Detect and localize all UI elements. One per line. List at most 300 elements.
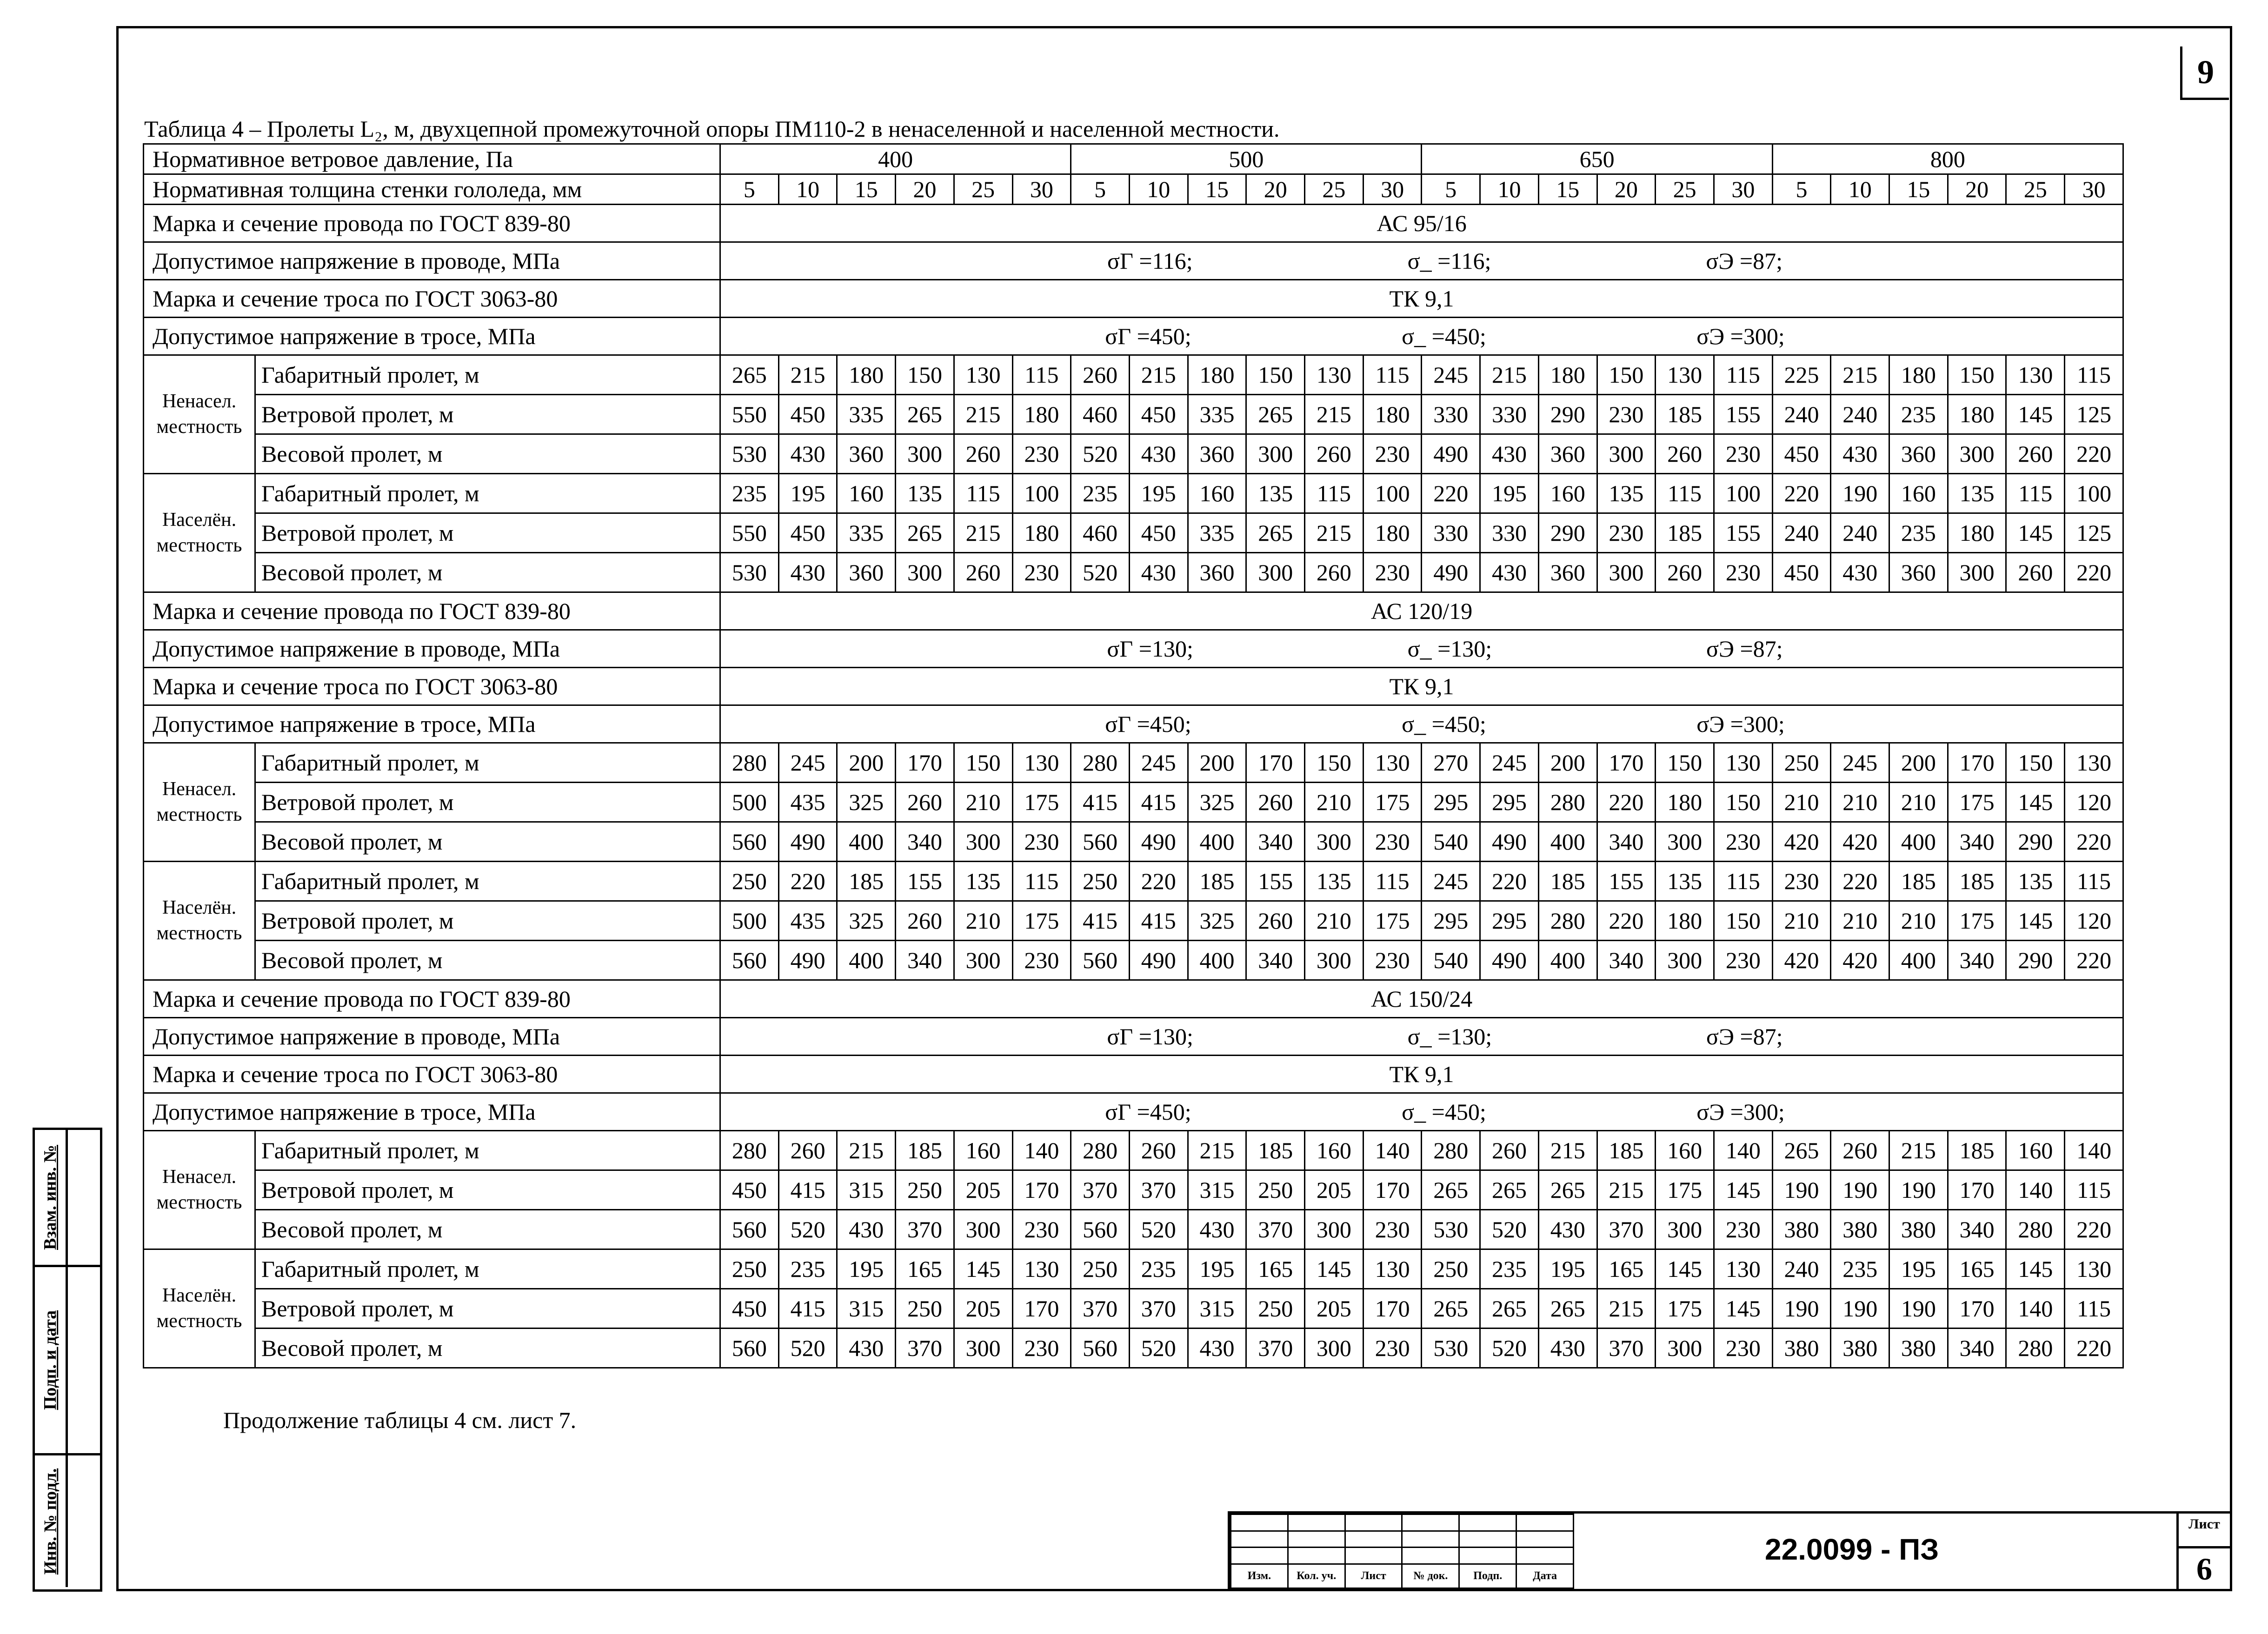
span-value: 230: [1714, 1210, 1772, 1249]
wire-mark-value: АС 150/24: [720, 980, 2123, 1018]
span-value: 260: [896, 901, 954, 941]
wind-pressure-label: Нормативное ветровое давление, Па: [144, 144, 720, 174]
span-value: 250: [1772, 743, 1831, 783]
span-value: 230: [1363, 1328, 1422, 1368]
span-value: 315: [837, 1170, 896, 1210]
span-value: 490: [1129, 822, 1188, 862]
span-value: 490: [1480, 822, 1539, 862]
span-value: 185: [1889, 862, 1948, 901]
span-value: 145: [2006, 513, 2065, 553]
span-value: 435: [778, 783, 837, 822]
span-value: 230: [1012, 434, 1071, 474]
span-value: 260: [1305, 434, 1363, 474]
span-value: 220: [1772, 474, 1831, 513]
span-value: 200: [837, 743, 896, 783]
span-value: 185: [1188, 862, 1246, 901]
span-value: 170: [1948, 1170, 2006, 1210]
span-value: 300: [954, 941, 1012, 980]
span-value: 265: [1480, 1170, 1539, 1210]
span-wind-label: Ветровой пролет, м: [255, 1170, 720, 1210]
span-value: 210: [1305, 783, 1363, 822]
span-value: 230: [1012, 822, 1071, 862]
span-value: 140: [2065, 1131, 2123, 1170]
span-value: 200: [1538, 743, 1597, 783]
span-value: 300: [1305, 941, 1363, 980]
table-row: [144, 980, 2123, 1018]
span-value: 210: [1831, 783, 1889, 822]
span-value: 435: [778, 901, 837, 941]
span-value: 130: [1714, 743, 1772, 783]
span-value: 130: [1656, 355, 1714, 395]
span-value: 260: [778, 1131, 837, 1170]
span-value: 230: [1363, 941, 1422, 980]
span-value: 235: [778, 1249, 837, 1289]
span-value: 560: [720, 822, 779, 862]
span-value: 210: [954, 783, 1012, 822]
span-value: 520: [778, 1210, 837, 1249]
span-value: 195: [837, 1249, 896, 1289]
span-value: 400: [1188, 941, 1246, 980]
span-value: 490: [1422, 553, 1480, 592]
span-value: 245: [778, 743, 837, 783]
span-value: 130: [1012, 1249, 1071, 1289]
stress-value: σЭ =300;: [1696, 323, 1785, 349]
cable-mark-label: Марка и сечение троса по ГОСТ 3063-80: [144, 1056, 720, 1093]
page-corner-number: 9: [2180, 46, 2229, 100]
cable-mark-value: ТК 9,1: [720, 280, 2123, 318]
table-row: [144, 144, 2123, 174]
stress-value: σГ =130;: [1107, 636, 1193, 662]
span-value: 250: [1246, 1170, 1305, 1210]
span-value: 140: [1012, 1131, 1071, 1170]
wind-pressure-value: 400: [720, 144, 1071, 174]
span-value: 290: [1538, 395, 1597, 434]
span-value: 185: [1656, 513, 1714, 553]
span-value: 415: [778, 1170, 837, 1210]
span-value: 195: [1889, 1249, 1948, 1289]
spans-table: [143, 143, 2124, 1368]
span-value: 260: [1305, 553, 1363, 592]
span-value: 230: [1714, 434, 1772, 474]
table-row: [144, 434, 2123, 474]
side-stamp-bottom-label: Инв. № подл.: [40, 1468, 60, 1574]
span-value: 115: [1012, 355, 1071, 395]
span-value: 115: [2065, 1289, 2123, 1328]
span-value: 180: [1889, 355, 1948, 395]
span-value: 520: [1129, 1210, 1188, 1249]
span-value: 370: [1071, 1289, 1130, 1328]
span-value: 220: [1422, 474, 1480, 513]
ice-thickness-value: 20: [896, 174, 954, 205]
span-value: 300: [1597, 553, 1656, 592]
stress-value: σ_ =116;: [1407, 248, 1491, 274]
span-value: 315: [1188, 1170, 1246, 1210]
span-value: 300: [954, 1210, 1012, 1249]
span-value: 430: [837, 1210, 896, 1249]
span-value: 295: [1422, 901, 1480, 941]
span-value: 160: [954, 1131, 1012, 1170]
span-value: 210: [1305, 901, 1363, 941]
cable-mark-label: Марка и сечение троса по ГОСТ 3063-80: [144, 668, 720, 705]
span-value: 490: [778, 941, 837, 980]
span-value: 165: [1246, 1249, 1305, 1289]
span-value: 100: [2065, 474, 2123, 513]
wire-stress-label: Допустимое напряжение в проводе, МПа: [144, 1018, 720, 1056]
span-value: 180: [1656, 901, 1714, 941]
span-value: 280: [1071, 743, 1130, 783]
stress-values: [720, 242, 2123, 280]
span-value: 265: [896, 513, 954, 553]
stress-values-group: [721, 712, 2122, 736]
span-value: 195: [1538, 1249, 1597, 1289]
stress-values-group: [721, 637, 2122, 660]
table-row: [144, 1210, 2123, 1249]
span-value: 190: [1831, 474, 1889, 513]
span-value: 170: [1948, 743, 2006, 783]
span-value: 370: [896, 1210, 954, 1249]
span-value: 155: [1597, 862, 1656, 901]
span-value: 560: [1071, 1328, 1130, 1368]
span-value: 450: [1129, 513, 1188, 553]
span-value: 210: [1772, 783, 1831, 822]
ice-thickness-value: 5: [1071, 174, 1130, 205]
span-value: 540: [1422, 822, 1480, 862]
span-value: 215: [954, 395, 1012, 434]
table-row: [144, 941, 2123, 980]
table-row: [144, 1328, 2123, 1368]
table-row: [144, 1249, 2123, 1289]
span-value: 150: [1656, 743, 1714, 783]
span-value: 190: [1831, 1289, 1889, 1328]
span-value: 145: [2006, 1249, 2065, 1289]
span-value: 100: [1363, 474, 1422, 513]
span-value: 400: [1538, 941, 1597, 980]
span-value: 175: [1948, 783, 2006, 822]
span-value: 220: [1597, 783, 1656, 822]
span-value: 560: [720, 1328, 779, 1368]
span-value: 230: [1012, 1328, 1071, 1368]
stress-value: σ_ =450;: [1402, 711, 1486, 737]
span-value: 220: [1480, 862, 1539, 901]
span-value: 215: [1597, 1289, 1656, 1328]
span-value: 415: [1071, 901, 1130, 941]
span-value: 300: [1246, 553, 1305, 592]
span-value: 150: [1305, 743, 1363, 783]
span-value: 260: [1480, 1131, 1539, 1170]
cable-mark-label: Марка и сечение троса по ГОСТ 3063-80: [144, 280, 720, 318]
span-value: 220: [2065, 434, 2123, 474]
span-gabarit-label: Габаритный пролет, м: [255, 1249, 720, 1289]
table-row: [144, 822, 2123, 862]
table-row: [144, 592, 2123, 630]
span-value: 360: [1188, 434, 1246, 474]
span-wind-label: Ветровой пролет, м: [255, 395, 720, 434]
span-value: 260: [1656, 553, 1714, 592]
span-gabarit-label: Габаритный пролет, м: [255, 355, 720, 395]
span-value: 155: [1714, 513, 1772, 553]
stress-values-group: [721, 249, 2122, 272]
span-value: 135: [1305, 862, 1363, 901]
span-value: 230: [1597, 395, 1656, 434]
span-value: 540: [1422, 941, 1480, 980]
span-value: 230: [1714, 1328, 1772, 1368]
cable-mark-value: ТК 9,1: [720, 668, 2123, 705]
ice-thickness-value: 10: [1129, 174, 1188, 205]
span-value: 370: [1246, 1210, 1305, 1249]
span-value: 140: [2006, 1170, 2065, 1210]
stress-value: σЭ =300;: [1696, 711, 1785, 737]
span-value: 220: [778, 862, 837, 901]
span-value: 490: [1480, 941, 1539, 980]
wire-mark-value: АС 120/19: [720, 592, 2123, 630]
span-value: 235: [1129, 1249, 1188, 1289]
span-value: 330: [1422, 513, 1480, 553]
stress-value: σЭ =87;: [1706, 636, 1783, 662]
span-value: 160: [2006, 1131, 2065, 1170]
span-value: 490: [1129, 941, 1188, 980]
span-value: 300: [896, 553, 954, 592]
span-value: 380: [1889, 1210, 1948, 1249]
ice-thickness-value: 15: [1889, 174, 1948, 205]
span-gabarit-label: Габаритный пролет, м: [255, 743, 720, 783]
span-value: 260: [954, 434, 1012, 474]
span-value: 180: [1012, 395, 1071, 434]
span-value: 130: [1012, 743, 1071, 783]
populated-area-label: Населён. местность: [144, 862, 255, 980]
span-value: 340: [1948, 941, 2006, 980]
span-value: 175: [1363, 783, 1422, 822]
stress-value: σЭ =300;: [1696, 1099, 1785, 1125]
span-value: 265: [1538, 1170, 1597, 1210]
span-value: 135: [1246, 474, 1305, 513]
table-row: [144, 1093, 2123, 1131]
wire-mark-label: Марка и сечение провода по ГОСТ 839-80: [144, 980, 720, 1018]
ice-thickness-value: 25: [1656, 174, 1714, 205]
span-value: 400: [1538, 822, 1597, 862]
span-value: 400: [837, 822, 896, 862]
table-row: [144, 783, 2123, 822]
span-value: 130: [954, 355, 1012, 395]
span-value: 460: [1071, 513, 1130, 553]
span-value: 195: [778, 474, 837, 513]
span-value: 115: [1363, 355, 1422, 395]
wind-pressure-value: 500: [1071, 144, 1422, 174]
table-row: [144, 1289, 2123, 1328]
span-value: 280: [2006, 1328, 2065, 1368]
span-value: 140: [1714, 1131, 1772, 1170]
stress-values: [720, 1093, 2123, 1131]
span-value: 260: [2006, 553, 2065, 592]
span-value: 195: [1129, 474, 1188, 513]
span-value: 120: [2065, 783, 2123, 822]
span-value: 205: [1305, 1289, 1363, 1328]
cable-stress-label: Допустимое напряжение в тросе, МПа: [144, 318, 720, 355]
span-value: 400: [837, 941, 896, 980]
span-value: 160: [1188, 474, 1246, 513]
span-value: 530: [1422, 1328, 1480, 1368]
span-value: 145: [1714, 1289, 1772, 1328]
span-value: 280: [1538, 783, 1597, 822]
span-value: 430: [1831, 434, 1889, 474]
span-value: 210: [1772, 901, 1831, 941]
ice-thickness-value: 15: [1538, 174, 1597, 205]
span-value: 340: [1246, 822, 1305, 862]
span-value: 420: [1831, 941, 1889, 980]
populated-area-label: Населён. местность: [144, 474, 255, 592]
span-value: 150: [1597, 355, 1656, 395]
span-value: 100: [1714, 474, 1772, 513]
span-value: 380: [1831, 1210, 1889, 1249]
span-value: 170: [1597, 743, 1656, 783]
span-value: 235: [1831, 1249, 1889, 1289]
ice-thickness-label: Нормативная толщина стенки гололеда, мм: [144, 174, 720, 205]
table-row: [144, 862, 2123, 901]
span-value: 330: [1422, 395, 1480, 434]
span-value: 230: [1772, 862, 1831, 901]
table-row: [144, 513, 2123, 553]
span-value: 215: [778, 355, 837, 395]
span-value: 145: [1305, 1249, 1363, 1289]
span-value: 260: [1246, 901, 1305, 941]
span-value: 115: [954, 474, 1012, 513]
cable-stress-label: Допустимое напряжение в тросе, МПа: [144, 1093, 720, 1131]
sheet-label: Лист: [2188, 1516, 2220, 1532]
span-value: 245: [1831, 743, 1889, 783]
span-gabarit-label: Габаритный пролет, м: [255, 474, 720, 513]
span-value: 215: [1538, 1131, 1597, 1170]
span-value: 115: [1714, 862, 1772, 901]
span-value: 325: [1188, 783, 1246, 822]
stress-value: σ_ =130;: [1407, 1023, 1492, 1049]
stress-values: [720, 1018, 2123, 1056]
ice-thickness-value: 25: [2006, 174, 2065, 205]
span-value: 560: [720, 1210, 779, 1249]
span-value: 165: [896, 1249, 954, 1289]
span-value: 190: [1772, 1170, 1831, 1210]
span-value: 280: [720, 1131, 779, 1170]
span-value: 115: [2065, 862, 2123, 901]
span-value: 335: [1188, 395, 1246, 434]
ice-thickness-value: 15: [837, 174, 896, 205]
side-stamp-cell: [66, 1130, 102, 1267]
span-value: 195: [1480, 474, 1539, 513]
table-title: Таблица 4 – Пролеты L₂, м, двухцепной промежуточной опоры ПМ110-2 в ненаселенной и населенной местности.: [144, 116, 1280, 142]
wind-pressure-value: 800: [1772, 144, 2123, 174]
span-value: 175: [1948, 901, 2006, 941]
span-value: 280: [1538, 901, 1597, 941]
span-value: 175: [1363, 901, 1422, 941]
span-value: 195: [1188, 1249, 1246, 1289]
span-value: 300: [1656, 941, 1714, 980]
span-value: 230: [1012, 941, 1071, 980]
span-value: 280: [1071, 1131, 1130, 1170]
span-value: 340: [1597, 822, 1656, 862]
span-value: 230: [1363, 822, 1422, 862]
span-value: 135: [896, 474, 954, 513]
span-value: 150: [1246, 355, 1305, 395]
span-value: 450: [1772, 434, 1831, 474]
span-value: 230: [1363, 1210, 1422, 1249]
span-value: 225: [1772, 355, 1831, 395]
document-code: 22.0099 - ПЗ: [1765, 1533, 1939, 1566]
table-row: [144, 318, 2123, 355]
span-value: 265: [1538, 1289, 1597, 1328]
span-value: 220: [1129, 862, 1188, 901]
span-value: 430: [1538, 1328, 1597, 1368]
span-value: 130: [2065, 743, 2123, 783]
stress-value: σ_ =450;: [1402, 1099, 1486, 1125]
span-value: 300: [1305, 1210, 1363, 1249]
span-value: 115: [1363, 862, 1422, 901]
span-value: 235: [1071, 474, 1130, 513]
span-value: 170: [1012, 1170, 1071, 1210]
span-value: 220: [2065, 1210, 2123, 1249]
span-value: 130: [1363, 743, 1422, 783]
span-value: 450: [720, 1289, 779, 1328]
span-value: 215: [1831, 355, 1889, 395]
span-value: 130: [1363, 1249, 1422, 1289]
span-value: 230: [1363, 553, 1422, 592]
stress-value: σГ =450;: [1105, 1099, 1191, 1125]
ice-thickness-value: 15: [1188, 174, 1246, 205]
span-value: 170: [1012, 1289, 1071, 1328]
span-value: 520: [1071, 434, 1130, 474]
stress-values: [720, 705, 2123, 743]
span-value: 450: [778, 513, 837, 553]
span-value: 520: [1480, 1210, 1539, 1249]
span-value: 130: [1714, 1249, 1772, 1289]
span-value: 165: [1597, 1249, 1656, 1289]
span-value: 170: [896, 743, 954, 783]
span-value: 400: [1188, 822, 1246, 862]
span-value: 245: [1422, 355, 1480, 395]
stress-value: σЭ =87;: [1706, 1023, 1783, 1049]
span-weight-label: Весовой пролет, м: [255, 553, 720, 592]
span-value: 250: [1071, 862, 1130, 901]
table-row: [144, 1056, 2123, 1093]
span-value: 500: [720, 783, 779, 822]
span-wind-label: Ветровой пролет, м: [255, 901, 720, 941]
span-value: 185: [1948, 1131, 2006, 1170]
span-value: 150: [1714, 783, 1772, 822]
span-value: 125: [2065, 395, 2123, 434]
span-value: 180: [1538, 355, 1597, 395]
table-row: [144, 553, 2123, 592]
span-value: 430: [1480, 434, 1539, 474]
span-value: 115: [1656, 474, 1714, 513]
side-stamp-inventory: [35, 1455, 66, 1587]
span-value: 360: [1538, 553, 1597, 592]
span-value: 220: [1597, 901, 1656, 941]
span-value: 215: [1305, 395, 1363, 434]
stress-value: σ_ =130;: [1407, 636, 1492, 662]
stress-value: σГ =450;: [1105, 711, 1191, 737]
span-value: 430: [1831, 553, 1889, 592]
span-value: 205: [954, 1289, 1012, 1328]
span-value: 315: [1188, 1289, 1246, 1328]
span-value: 280: [1422, 1131, 1480, 1170]
span-value: 135: [2006, 862, 2065, 901]
span-value: 265: [896, 395, 954, 434]
table-row: [144, 705, 2123, 743]
span-value: 430: [778, 434, 837, 474]
span-value: 235: [1889, 395, 1948, 434]
span-value: 230: [1363, 434, 1422, 474]
table-row: [144, 630, 2123, 668]
stress-values-group: [721, 1025, 2122, 1048]
span-value: 370: [1246, 1328, 1305, 1368]
span-value: 500: [720, 901, 779, 941]
